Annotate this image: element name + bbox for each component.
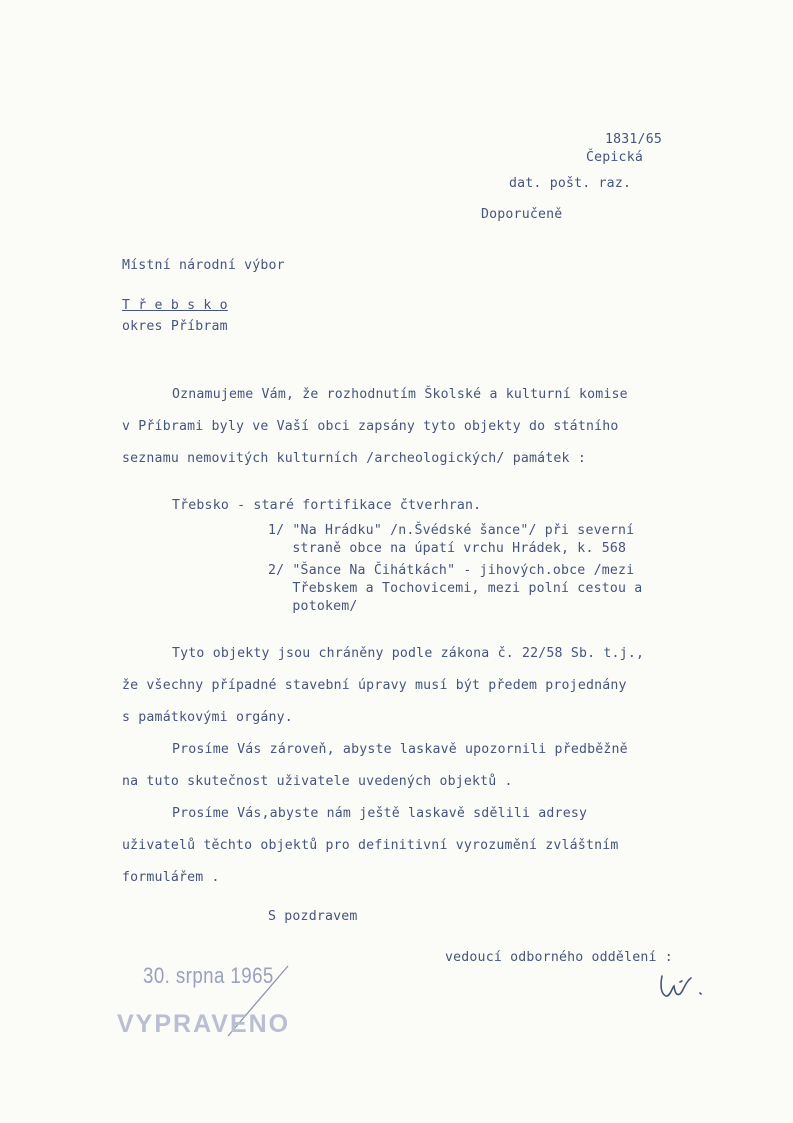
list-item-1-line-1: 1/ "Na Hrádku" /n.Švédské šance"/ při severní: [268, 523, 635, 538]
paragraph-2-line-2: že všechny případné stavební úpravy musí být předem projednány: [122, 678, 627, 693]
recipient-village: T ř e b s k o: [122, 298, 228, 313]
paragraph-2-line-3: s památkovými orgány.: [122, 710, 293, 725]
paragraph-4-line-1: Prosíme Vás,abyste nám ještě laskavě sdělili adresy: [172, 806, 588, 821]
paragraph-1-line-3: seznamu nemovitých kulturních /archeologických/ památek :: [122, 451, 586, 466]
paragraph-1-line-1: Oznamujeme Vám, že rozhodnutím Školské a kulturní komise: [172, 387, 628, 402]
postmark-date-note: dat. pošt. raz.: [509, 176, 632, 191]
paragraph-3-line-2: na tuto skutečnost uživatele uvedených objektů .: [122, 774, 513, 789]
signatory-title: vedoucí odborného oddělení :: [445, 950, 673, 965]
paragraph-3-line-1: Prosíme Vás zároveň, abyste laskavě upozornili předběžně: [172, 742, 628, 757]
paragraph-1-line-2: v Příbrami byly ve Vaší obci zapsány tyto objekty do státního: [122, 419, 619, 434]
list-heading: Třebsko - staré fortifikace čtverhran.: [172, 498, 482, 513]
list-item-2-line-3: potokem/: [268, 599, 358, 614]
list-item-2-line-1: 2/ "Šance Na Čihátkách" - jihových.obce /mezi: [268, 563, 635, 578]
paragraph-4-line-2: uživatelů těchto objektů pro definitivní vyrozumění zvláštním: [122, 838, 619, 853]
delivery-type: Doporučeně: [481, 207, 563, 222]
signature-mark: [658, 972, 708, 1002]
reference-name: Čepická: [586, 150, 643, 165]
list-item-2-line-2: Třebskem a Tochovicemi, mezi polní cestou a: [268, 581, 643, 596]
closing-greeting: S pozdravem: [268, 909, 358, 924]
stamp-dispatched: VYPRAVENO: [117, 1010, 291, 1038]
list-item-1-line-2: straně obce na úpatí vrchu Hrádek, k. 568: [268, 541, 627, 556]
stamp-date: 30. srpna 1965: [143, 963, 274, 988]
paragraph-2-line-1: Tyto objekty jsou chráněny podle zákona č. 22/58 Sb. t.j.,: [172, 646, 645, 661]
recipient-office: Místní národní výbor: [122, 258, 285, 273]
recipient-district: okres Příbram: [122, 319, 228, 334]
reference-number: 1831/65: [605, 132, 662, 147]
paragraph-4-line-3: formulářem .: [122, 870, 220, 885]
